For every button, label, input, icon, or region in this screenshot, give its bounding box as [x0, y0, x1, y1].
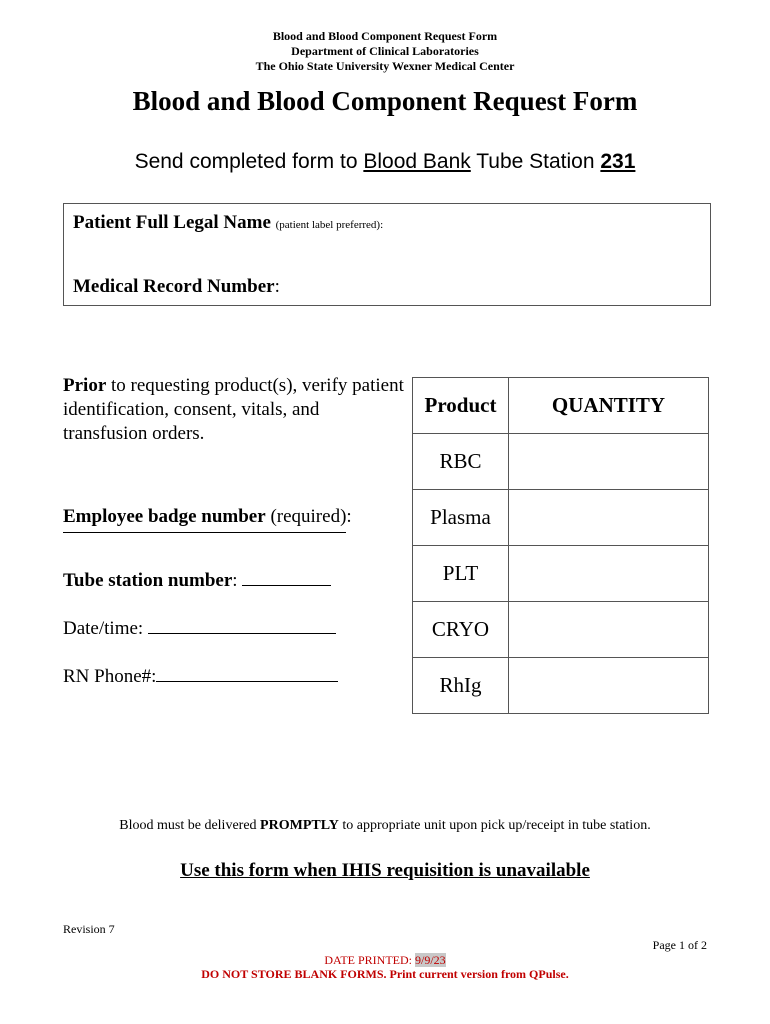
mrn-field — [73, 276, 280, 298]
send-middle: Tube Station — [470, 150, 601, 173]
tube-suffix: : — [232, 570, 243, 591]
prior-bold: Prior — [63, 375, 107, 396]
quantity-cell[interactable] — [509, 546, 709, 602]
delivery-bold: PROMPTLY — [260, 818, 339, 833]
badge-label: Employee badge number — [63, 506, 266, 527]
product-cell: Plasma — [413, 490, 509, 546]
quantity-header: QUANTITY — [509, 378, 709, 434]
quantity-cell[interactable] — [509, 658, 709, 714]
use-form-notice: Use this form when IHIS requisition is unavailable — [180, 860, 590, 881]
product-cell: CRYO — [413, 602, 509, 658]
quantity-cell[interactable] — [509, 434, 709, 490]
badge-suffix: (required): — [265, 506, 352, 527]
prior-instruction — [63, 374, 408, 446]
header-line-2: Department of Clinical Laboratories — [291, 44, 479, 58]
date-printed-label: DATE PRINTED: — [324, 953, 415, 967]
phone-field — [63, 665, 338, 688]
send-station: 231 — [600, 150, 636, 173]
page-title: Blood and Blood Component Request Form — [132, 86, 638, 116]
tube-input-line[interactable] — [242, 569, 331, 586]
patient-name-label: Patient Full Legal Name — [73, 212, 271, 233]
badge-input-line[interactable] — [63, 532, 346, 533]
patient-info-box[interactable] — [63, 203, 711, 306]
date-printed-value: 9/9/23 — [415, 953, 446, 967]
product-cell: PLT — [413, 546, 509, 602]
product-cell: RBC — [413, 434, 509, 490]
date-label: Date/time: — [63, 618, 148, 639]
table-header-row — [413, 378, 709, 434]
product-header: Product — [413, 378, 509, 434]
phone-label: RN Phone#: — [63, 666, 157, 687]
delivery-note — [0, 818, 770, 834]
delivery-prefix: Blood must be delivered — [119, 818, 261, 833]
tube-label: Tube station number — [63, 570, 233, 591]
patient-name-field — [73, 212, 383, 234]
send-dept: Blood Bank — [363, 150, 471, 173]
page-number: Page 1 of 2 — [652, 938, 707, 952]
date-field — [63, 617, 336, 640]
quantity-cell[interactable] — [509, 602, 709, 658]
table-row — [413, 490, 709, 546]
badge-field — [63, 506, 352, 528]
mrn-label: Medical Record Number — [73, 276, 275, 297]
storage-warning: DO NOT STORE BLANK FORMS. Print current version from QPulse. — [201, 967, 569, 981]
prior-text: to requesting product(s), verify patient identification, consent, vitals, and transfusion orders. — [63, 375, 404, 444]
header-line-3: The Ohio State University Wexner Medical Center — [255, 59, 515, 73]
table-row — [413, 658, 709, 714]
table-row — [413, 546, 709, 602]
patient-name-hint: (patient label preferred): — [275, 219, 384, 231]
revision-label: Revision 7 — [63, 922, 115, 936]
mrn-colon: : — [274, 276, 280, 297]
table-row — [413, 602, 709, 658]
quantity-cell[interactable] — [509, 490, 709, 546]
date-printed — [0, 953, 770, 968]
send-instruction — [0, 150, 770, 174]
header-line-1: Blood and Blood Component Request Form — [272, 29, 498, 43]
product-cell: RhIg — [413, 658, 509, 714]
table-row — [413, 434, 709, 490]
phone-input-line[interactable] — [156, 665, 338, 682]
date-input-line[interactable] — [148, 617, 336, 634]
send-prefix: Send completed form to — [134, 150, 364, 173]
product-table — [412, 377, 709, 714]
delivery-suffix: to appropriate unit upon pick up/receipt in tube station. — [338, 818, 651, 833]
tube-field — [63, 569, 331, 592]
